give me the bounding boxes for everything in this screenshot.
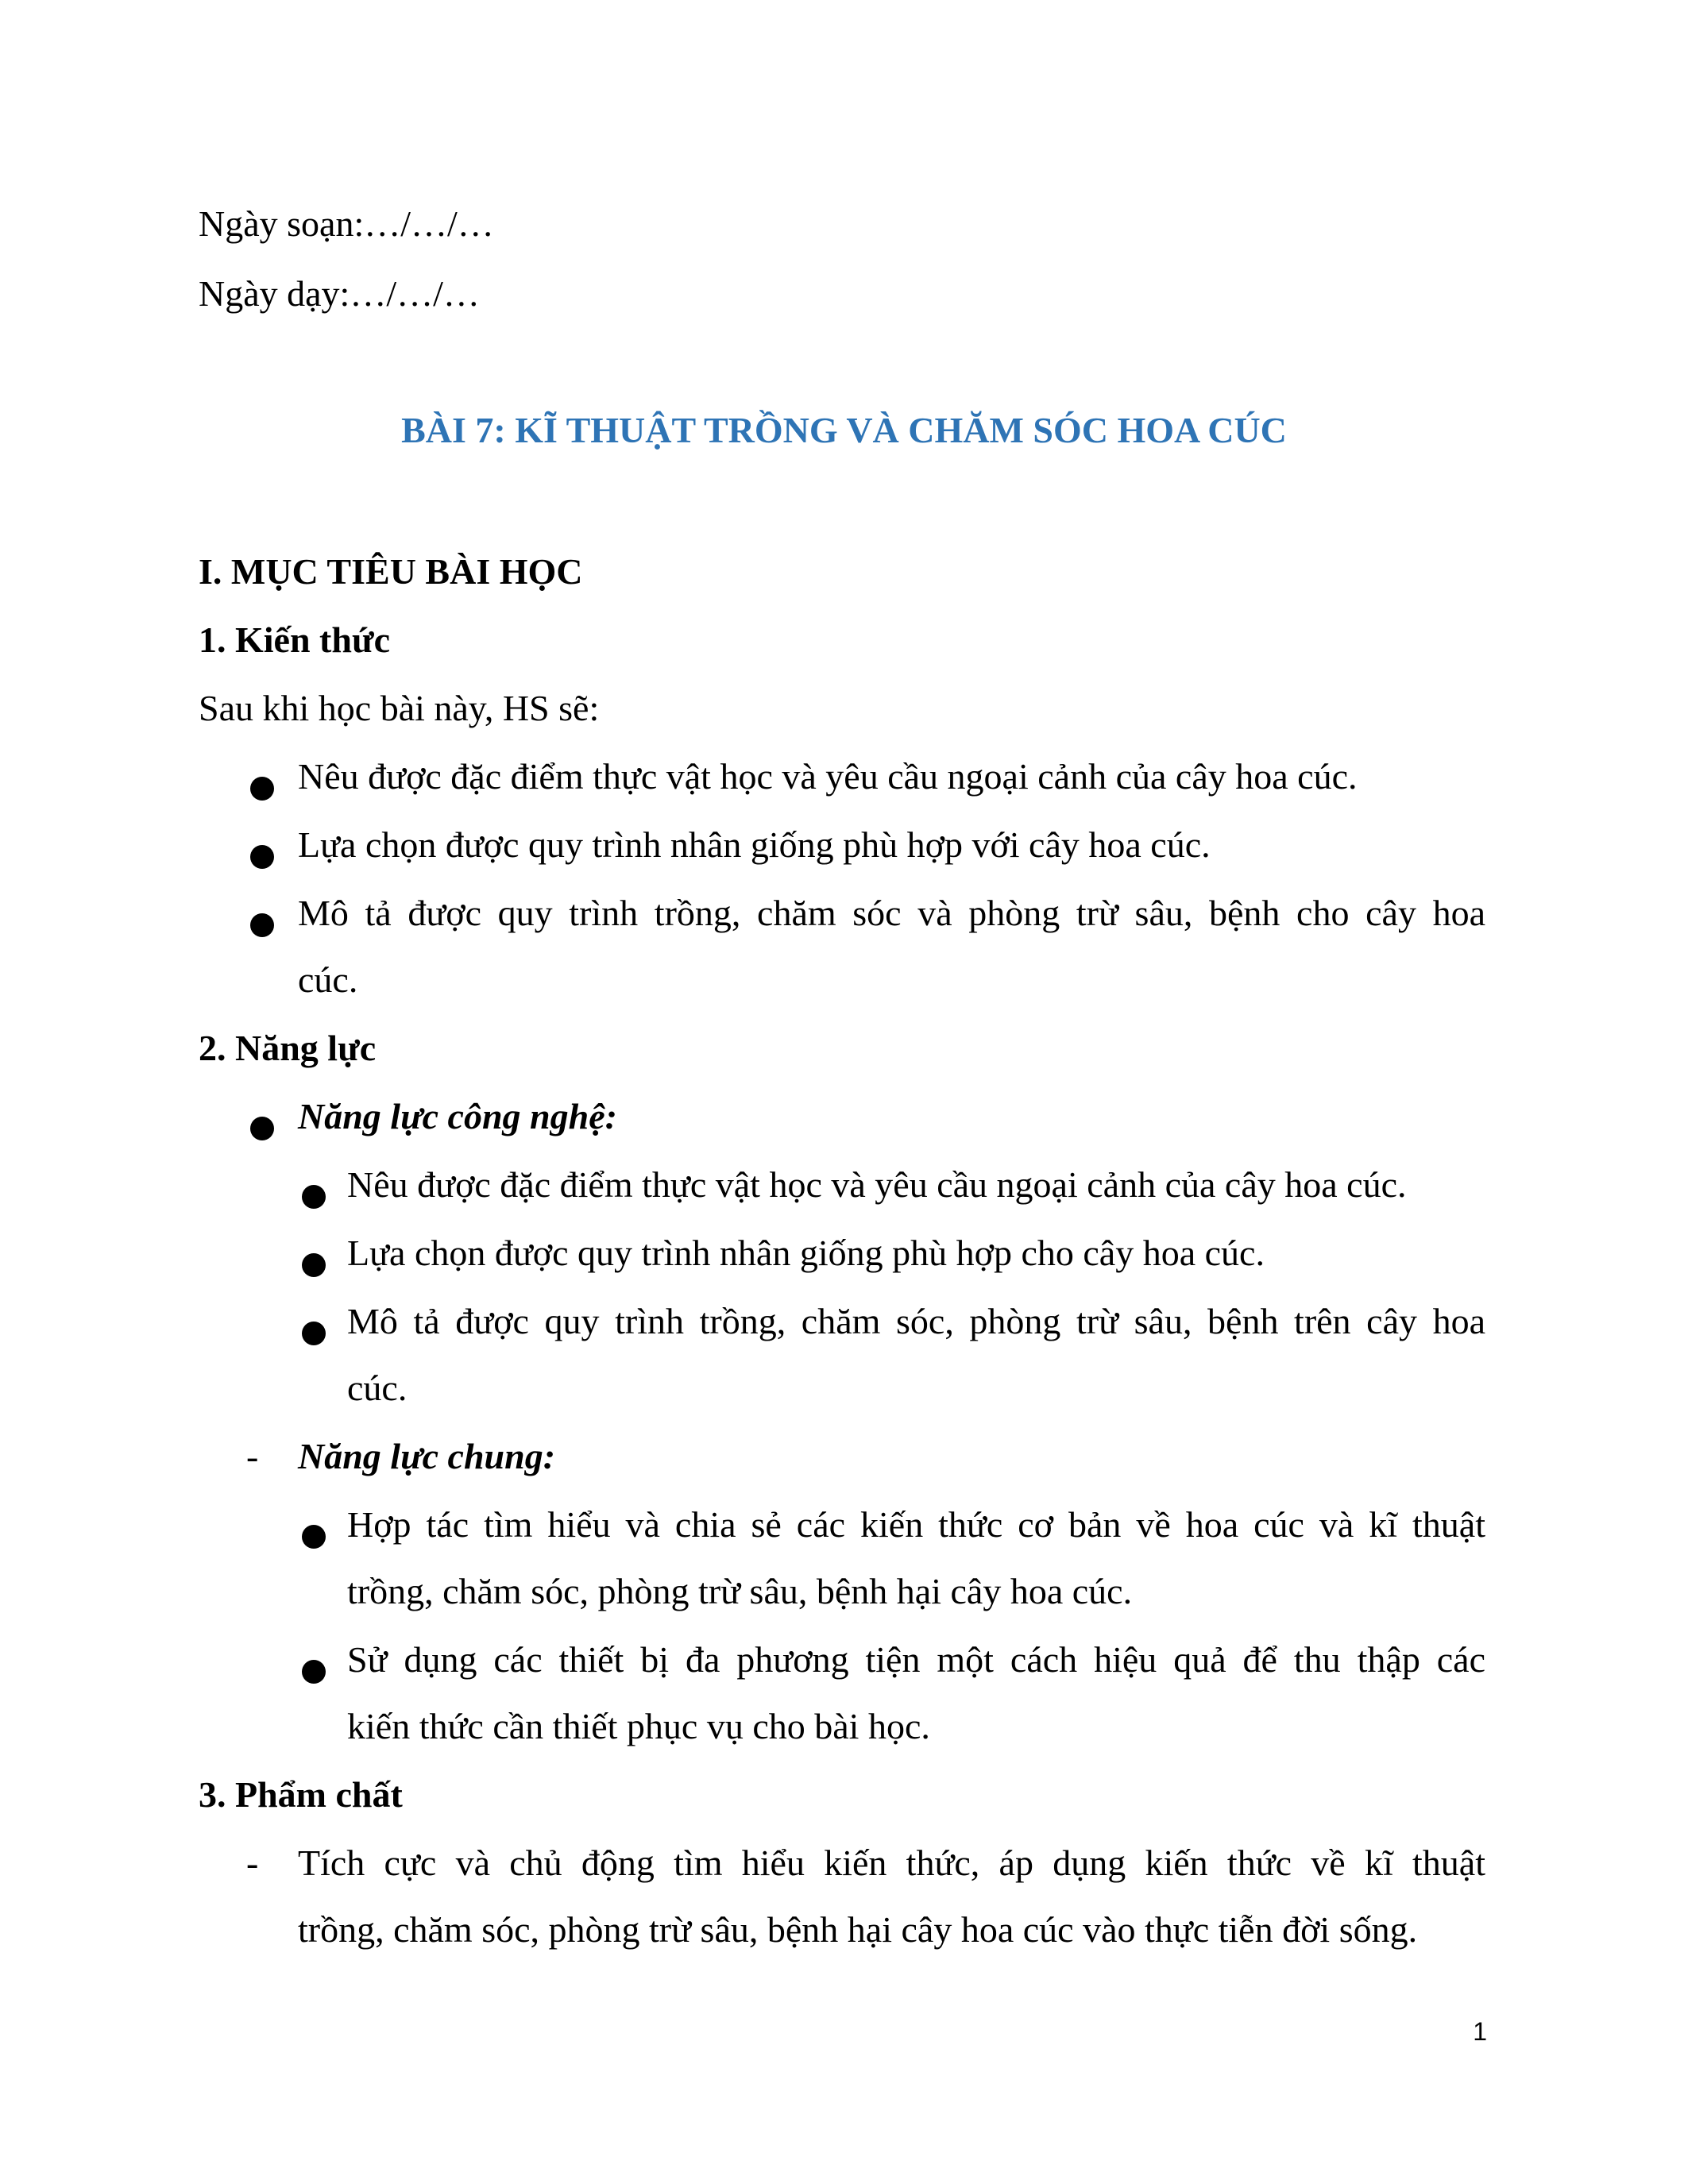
tech-item-continuation: cúc. — [347, 1368, 408, 1408]
bullet-icon — [302, 1525, 326, 1549]
subheading-knowledge: 1. Kiến thức — [199, 619, 390, 660]
bullet-icon — [250, 777, 274, 801]
general-item: Hợp tác tìm hiểu và chia sẻ các kiến thức cơ bản về hoa cúc và kĩ thuật — [347, 1504, 1485, 1545]
knowledge-item: Nêu được đặc điểm thực vật học và yêu cầu ngoại cảnh của cây hoa cúc. — [298, 756, 1358, 797]
dash-marker: - — [246, 1843, 259, 1883]
bullet-icon — [250, 845, 274, 869]
bullet-icon — [302, 1322, 326, 1345]
dash-marker: - — [246, 1436, 259, 1476]
knowledge-intro: Sau khi học bài này, HS sẽ: — [199, 688, 600, 728]
general-item: Sử dụng các thiết bị đa phương tiện một cách hiệu quả để thu thập các — [347, 1639, 1485, 1680]
bullet-icon — [302, 1253, 326, 1277]
general-item-continuation: kiến thức cần thiết phục vụ cho bài học. — [347, 1706, 930, 1746]
bullet-icon — [302, 1185, 326, 1209]
knowledge-item: Mô tả được quy trình trồng, chăm sóc và phòng trừ sâu, bệnh cho cây hoa — [298, 893, 1485, 933]
section-heading-objectives: I. MỤC TIÊU BÀI HỌC — [199, 551, 583, 592]
date-taught: Ngày dạy:…/…/… — [199, 273, 480, 314]
knowledge-item-continuation: cúc. — [298, 959, 358, 1000]
qualities-item: Tích cực và chủ động tìm hiểu kiến thức, áp dụng kiến thức về kĩ thuật — [298, 1843, 1485, 1883]
subheading-qualities: 3. Phẩm chất — [199, 1774, 403, 1815]
bullet-icon — [250, 913, 274, 937]
tech-item: Mô tả được quy trình trồng, chăm sóc, phòng trừ sâu, bệnh trên cây hoa — [347, 1301, 1485, 1341]
tech-competence-label: Năng lực công nghệ: — [298, 1096, 617, 1136]
subheading-competence: 2. Năng lực — [199, 1028, 377, 1068]
qualities-item-continuation: trồng, chăm sóc, phòng trừ sâu, bệnh hại cây hoa cúc vào thực tiễn đời sống. — [298, 1909, 1418, 1950]
knowledge-item: Lựa chọn được quy trình nhân giống phù hợp với cây hoa cúc. — [298, 824, 1211, 865]
tech-item: Lựa chọn được quy trình nhân giống phù hợp cho cây hoa cúc. — [347, 1233, 1265, 1273]
lesson-title: BÀI 7: KĨ THUẬT TRỒNG VÀ CHĂM SÓC HOA CÚC — [401, 410, 1287, 450]
bullet-icon — [302, 1660, 326, 1684]
bullet-icon — [250, 1117, 274, 1140]
page-number: 1 — [1473, 2017, 1487, 2046]
tech-item: Nêu được đặc điểm thực vật học và yêu cầu ngoại cảnh của cây hoa cúc. — [347, 1164, 1407, 1205]
date-prepared: Ngày soạn:…/…/… — [199, 203, 494, 244]
general-item-continuation: trồng, chăm sóc, phòng trừ sâu, bệnh hại cây hoa cúc. — [347, 1571, 1133, 1611]
general-competence-label: Năng lực chung: — [298, 1436, 556, 1476]
